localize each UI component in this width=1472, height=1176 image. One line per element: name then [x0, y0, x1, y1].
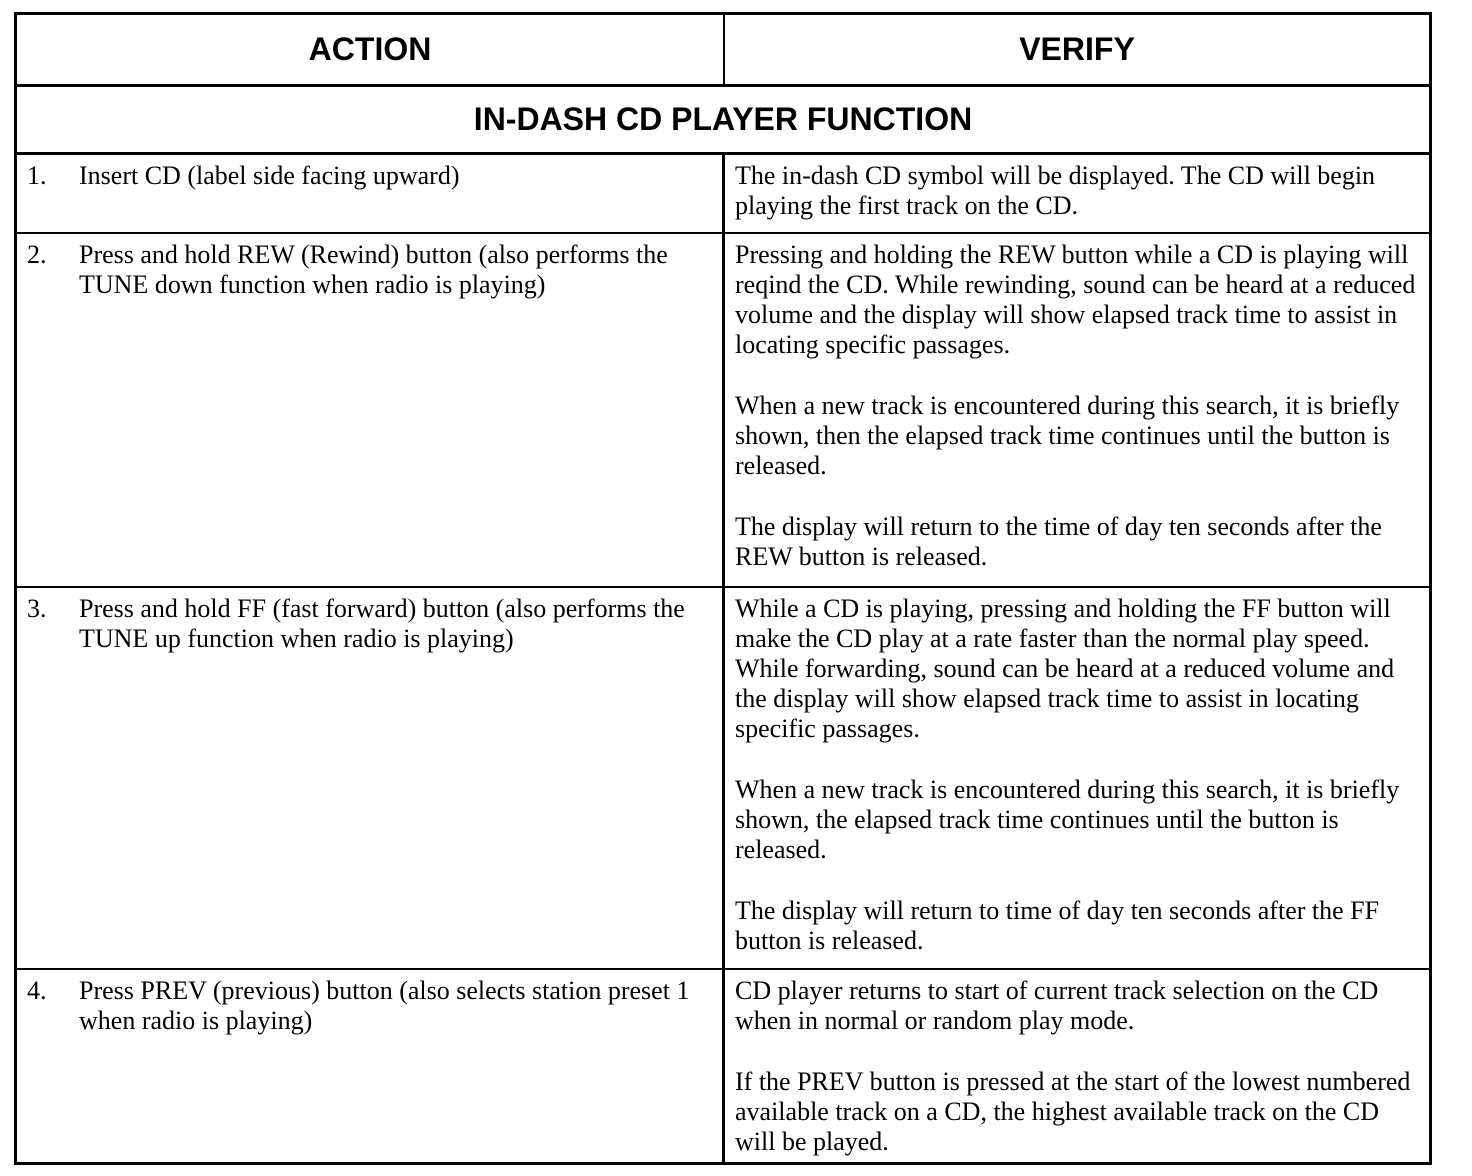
action-text: Press and hold FF (fast forward) button (also performs the TUNE up function when radio is playing)	[79, 594, 685, 653]
table-row	[17, 155, 1429, 234]
action-cell	[17, 970, 725, 1162]
verify-text: While a CD is playing, pressing and holding the FF button will make the CD play at a rate faster than the normal play speed. While forwarding, sound can be heard at a reduced volume and the display will show elapsed track time to assist in locating specific passages.	[735, 594, 1395, 743]
table-row	[17, 970, 1429, 1162]
action-column-header: ACTION	[17, 15, 725, 84]
step-number: 2.	[27, 240, 47, 269]
table-header-row	[17, 15, 1429, 87]
verify-text: The display will return to the time of day ten seconds after the REW button is released.	[735, 512, 1382, 571]
verify-cell	[725, 234, 1425, 586]
section-title: IN-DASH CD PLAYER FUNCTION	[473, 101, 973, 137]
verify-cell	[725, 155, 1425, 232]
table-row	[17, 588, 1429, 970]
verify-text: Pressing and holding the REW button while a CD is playing will reqind the CD. While rewinding, sound can be heard at a reduced volume and the display will show elapsed track time to assist in locating specific passages.	[735, 240, 1416, 359]
action-text: Press and hold REW (Rewind) button (also performs the TUNE down function when radio is playing)	[79, 240, 668, 299]
verify-text: When a new track is encountered during this search, it is briefly shown, the elapsed track time continues until the button is released.	[735, 775, 1400, 864]
section-header-row	[17, 87, 1429, 155]
procedure-table	[14, 12, 1432, 1165]
action-text: Press PREV (previous) button (also selects station preset 1 when radio is playing)	[79, 976, 690, 1035]
step-number: 4.	[27, 976, 47, 1005]
verify-text: When a new track is encountered during this search, it is briefly shown, then the elapsed track time continues until the button is released.	[735, 391, 1400, 480]
action-cell	[17, 588, 725, 968]
verify-text: If the PREV button is pressed at the start of the lowest numbered available track on a CD, the highest available track on the CD will be played.	[735, 1067, 1411, 1156]
step-number: 3.	[27, 594, 47, 623]
verify-column-header: VERIFY	[1019, 31, 1135, 67]
action-cell	[17, 234, 725, 586]
verify-text: CD player returns to start of current track selection on the CD when in normal or random play mode.	[735, 976, 1379, 1035]
table-row	[17, 234, 1429, 588]
verify-cell	[725, 970, 1425, 1162]
verify-text: The in-dash CD symbol will be displayed. The CD will begin playing the first track on the CD.	[735, 161, 1376, 220]
action-cell	[17, 155, 725, 232]
step-number: 1.	[27, 161, 47, 190]
verify-text: The display will return to time of day ten seconds after the FF button is released.	[735, 896, 1380, 955]
action-text: Insert CD (label side facing upward)	[79, 161, 460, 190]
verify-cell	[725, 588, 1425, 968]
